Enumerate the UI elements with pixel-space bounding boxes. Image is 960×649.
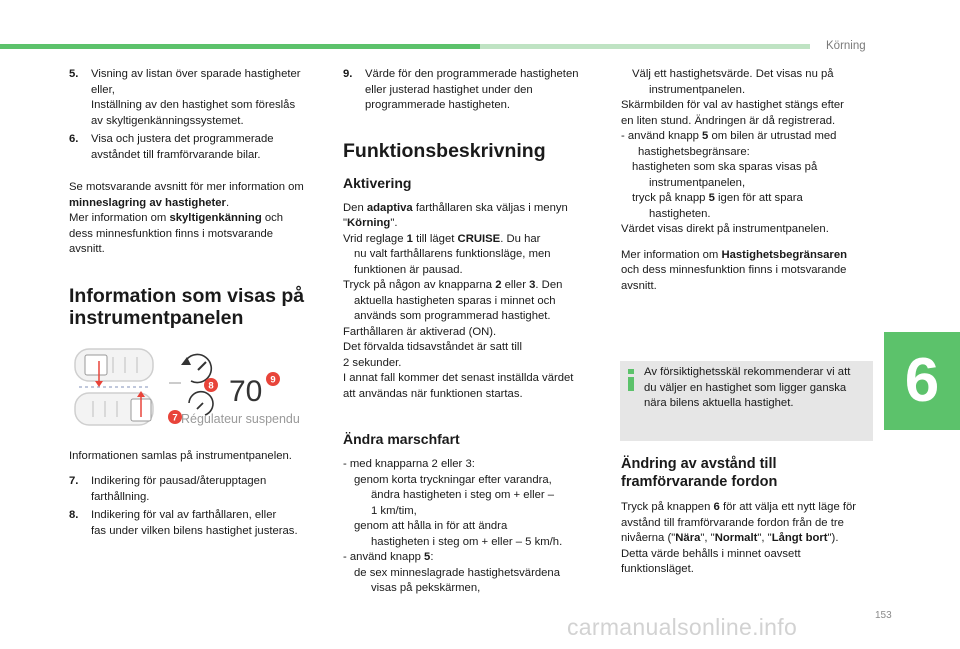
column-right-lower xyxy=(621,455,877,578)
column-left xyxy=(69,67,327,542)
chapter-tab: 6 xyxy=(884,332,960,430)
speed-select-text: Välj ett hastighetsvärde. Det visas nu på instrumentpanelen. Skärmbilden för val av hastighet stängs efter en liten stund. Ändringen är då registrerad. - använd knapp 5 om bilen är utrustad med hastighetsbegränsare: hastigheten som ska sparas visas på instrumentpanelen, tryck på knapp 5 igen för att spara hastigheten. Värdet visas direkt på instrumentpanelen. xyxy=(621,68,844,235)
chapter-progress-bar xyxy=(0,44,480,49)
info-note-box: Av försiktighetsskäl rekommenderar vi att du väljer en hastighet som ligger ganska nära bilens aktuella hastighet. xyxy=(620,361,873,441)
page-number: 153 xyxy=(875,610,892,621)
limiter-info-text: Mer information om Hastighetsbegränsaren och dess minnesfunktion finns i motsvarande avsnitt. xyxy=(621,248,848,292)
list-item-7: 7. Indikering för pausad/återupptagen farthållning. xyxy=(69,475,267,503)
svg-text:9: 9 xyxy=(270,374,276,385)
cruise-display-graphic xyxy=(69,343,327,433)
speed-readout: 70 xyxy=(229,374,263,408)
section-heading-instrument-panel: Information som visas på instrumentpanelen xyxy=(69,284,305,329)
distance-change-text: Tryck på knappen 6 för att välja ett nytt läge för avstånd till framförvarande fordon från de tre nivåerna ("Nära", "Normalt", "Långt bort"). Detta värde behålls i minnet oavsett funktionsläget. xyxy=(621,501,857,575)
svg-text:8: 8 xyxy=(208,380,214,391)
section-heading-function: Funktionsbeskrivning xyxy=(343,139,546,162)
instrument-panel-illustration xyxy=(69,343,327,433)
running-header: Körning xyxy=(826,40,866,52)
list-item-6: 6. Visa och justera det programmerade avståndet till framförvarande bilar. xyxy=(69,133,274,161)
speedometer-hand-icon xyxy=(181,354,211,382)
change-speed-text: - med knapparna 2 eller 3: genom korta tryckningar efter varandra, ändra hastigheten i steg om + eller – 1 km/tim, genom att hålla in för att ändra hastigheten i steg om + eller – 5 km/h. - använd knapp 5: de sex minneslagrade hastighetsvärdena visas på pekskärmen, xyxy=(343,458,563,594)
paragraph-memory-info: Se motsvarande avsnitt för mer information om minneslagring av hastigheter. Mer information om skyltigenkänning och dess minnesfunktion finns i motsvarande avsnitt. xyxy=(69,181,304,255)
cruise-status-text: Régulateur suspendu xyxy=(181,411,300,426)
svg-text:7: 7 xyxy=(172,412,178,423)
column-right xyxy=(621,67,877,294)
chapter-progress-bar-remainder xyxy=(480,44,810,49)
info-icon xyxy=(625,369,637,391)
illustration-caption: Informationen samlas på instrumentpanelen. xyxy=(69,449,292,462)
column-middle xyxy=(343,67,603,597)
list-item-5: 5. Visning av listan över sparade hastigheter eller, Inställning av den hastighet som föreslås av skyltigenkänningssystemet. xyxy=(69,68,301,127)
list-item-9: 9. Värde för den programmerade hastigheten eller justerad hastighet under den programmerade hastigheten. xyxy=(343,68,579,111)
list-item-8: 8. Indikering för val av farthållaren, eller fas under vilken bilens hastighet justeras. xyxy=(69,509,298,537)
activation-text: Den adaptiva farthållaren ska väljas i menyn "Körning". Vrid reglage 1 till läget CRUISE. Du har nu valt farthållarens funktionsläge, men funktionen är pausad. Tryck på någon av knapparna 2 eller 3. Den aktuella hastigheten sparas i minnet och används som programmerad hastighet. Farthållaren är aktiverad (ON). Det förvalda tidsavståndet är satt till 2 sekunder. I annat fall kommer det senast inställda värdet att användas när funktionen startas. xyxy=(343,201,574,400)
subheading-distance-change: Ändring av avstånd till framförvarande fordon xyxy=(621,456,778,490)
car-outline-top-icon xyxy=(75,349,153,381)
watermark-text: carmanualsonline.info xyxy=(567,614,798,640)
subheading-change-speed: Ändra marschfart xyxy=(343,431,460,447)
subheading-activation: Aktivering xyxy=(343,174,412,191)
